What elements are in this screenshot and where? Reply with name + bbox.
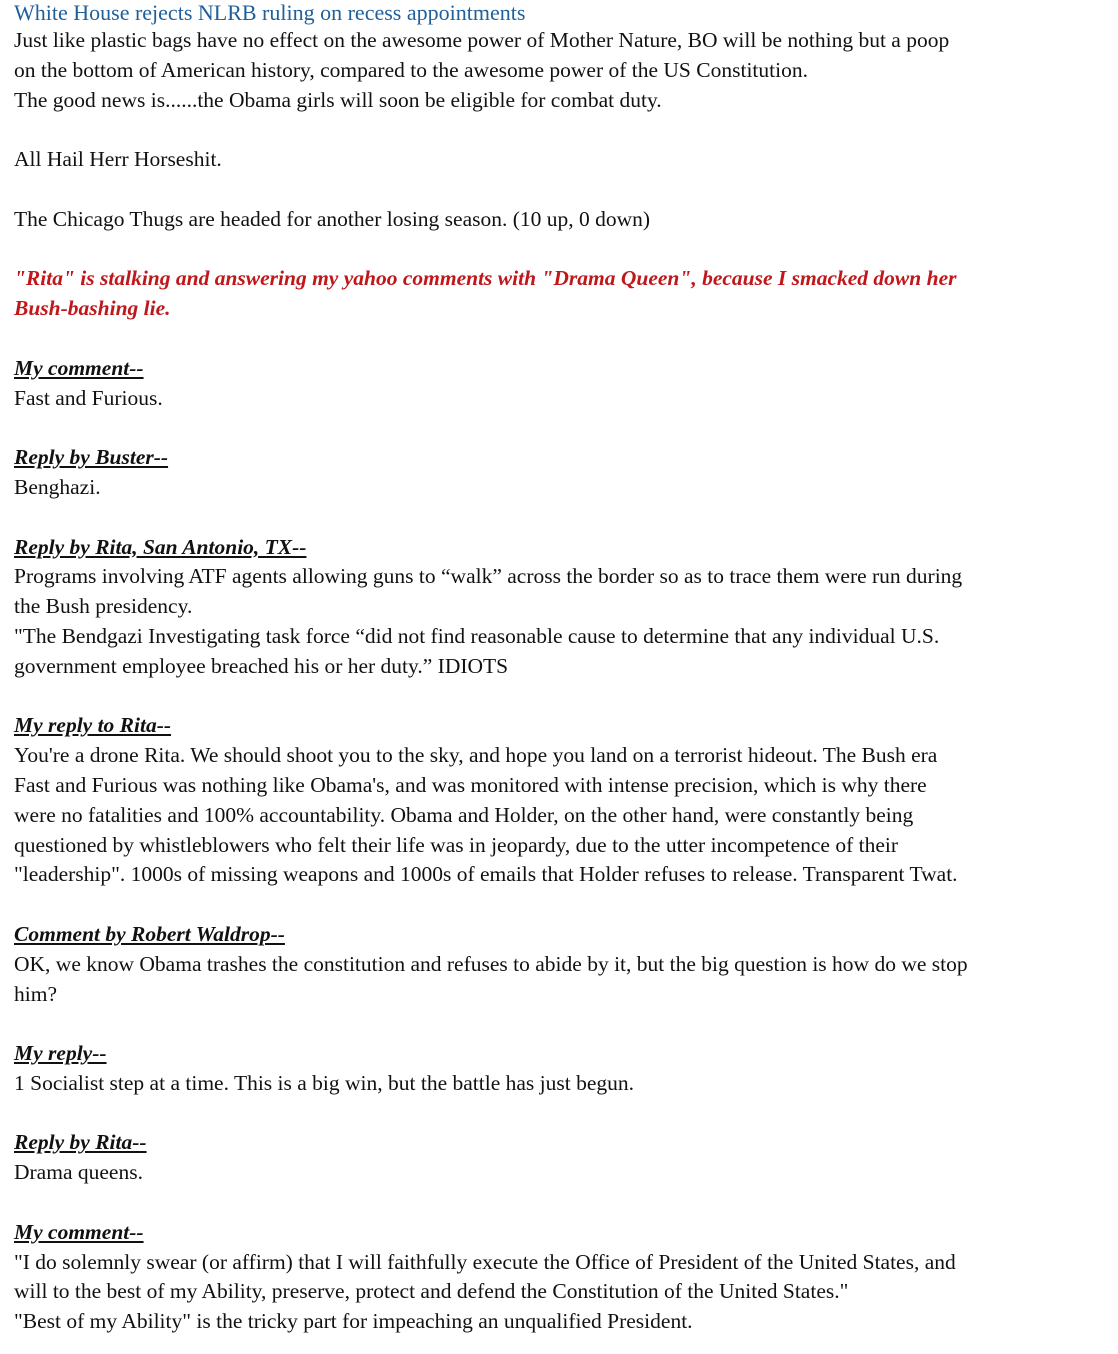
exchange-text-line: were no fatalities and 100% accountability. Obama and Holder, on the other hand, were constantly being: [14, 802, 914, 827]
spacer: [14, 413, 1104, 443]
exchange-text-line: OK, we know Obama trashes the constitution and refuses to abide by it, but the big question is how do we stop: [14, 951, 968, 976]
exchange-heading-row: [14, 533, 1104, 563]
exchange-text-line: Benghazi.: [14, 474, 101, 499]
exchange-heading-row: [14, 1128, 1104, 1158]
intro-line: Just like plastic bags have no effect on the awesome power of Mother Nature, BO will be nothing but a poop: [14, 28, 950, 52]
exchange-text-line: him?: [14, 981, 57, 1006]
exchange-text-line: Fast and Furious was nothing like Obama's, and was monitored with intense precision, which is why there: [14, 772, 927, 797]
thugs-line: The Chicago Thugs are headed for another losing season. (10 up, 0 down): [14, 206, 651, 231]
spacer: [14, 1188, 1104, 1218]
exchange-heading: Reply by Rita--: [14, 1130, 147, 1155]
exchange-text-line: "Best of my Ability" is the tricky part for impeaching an unqualified President.: [14, 1309, 693, 1334]
exchange-text-line: 1 Socialist step at a time. This is a big win, but the battle has just begun.: [14, 1070, 635, 1095]
spacer: [14, 682, 1104, 712]
intro-line: on the bottom of American history, compared to the awesome power of the US Constitution.: [14, 57, 808, 82]
exchange-block: [14, 1128, 1104, 1217]
spacer: [14, 324, 1104, 354]
exchange-list: [14, 354, 1104, 1337]
exchange-heading-row: [14, 354, 1104, 384]
exchange-heading: Reply by Rita, San Antonio, TX--: [14, 534, 307, 559]
spacer: [14, 890, 1104, 920]
exchange-text-line: Fast and Furious.: [14, 385, 163, 410]
exchange-heading: Comment by Robert Waldrop--: [14, 921, 285, 946]
exchange-block: [14, 443, 1104, 532]
exchange-heading: My reply--: [14, 1041, 107, 1066]
red-note-line: "Rita" is stalking and answering my yahoo comments with "Drama Queen", because I smacked down her: [14, 266, 957, 291]
exchange-text-line: will to the best of my Ability, preserve, protect and defend the Constitution of the United States.": [14, 1279, 849, 1304]
hail-line: All Hail Herr Horseshit.: [14, 147, 222, 172]
exchange-heading: My reply to Rita--: [14, 713, 172, 738]
exchange-block: [14, 354, 1104, 443]
exchange-text-line: questioned by whistleblowers who felt their life was in jeopardy, due to the utter incompetence of their: [14, 832, 899, 857]
exchange-heading-row: [14, 920, 1104, 950]
exchange-block: [14, 1218, 1104, 1337]
exchange-heading: Reply by Buster--: [14, 445, 169, 470]
exchange-text-line: "The Bendgazi Investigating task force “did not find reasonable cause to determine that any individual U.S.: [14, 623, 940, 648]
exchange-text-line: Programs involving ATF agents allowing guns to “walk” across the border so as to trace them were run during: [14, 564, 963, 589]
exchange-heading-row: [14, 1218, 1104, 1248]
exchange-block: [14, 711, 1104, 920]
exchange-heading-row: [14, 711, 1104, 741]
spacer: [14, 235, 1104, 265]
exchange-text-line: You're a drone Rita. We should shoot you to the sky, and hope you land on a terrorist hideout. The Bush era: [14, 743, 938, 768]
exchange-text-line: government employee breached his or her duty.” IDIOTS: [14, 653, 509, 678]
intro-line: The good news is......the Obama girls will soon be eligible for combat duty.: [14, 87, 662, 112]
exchange-text-line: "leadership". 1000s of missing weapons and 1000s of emails that Holder refuses to release. Transparent Twat.: [14, 862, 958, 887]
red-note-line: Bush-bashing lie.: [14, 296, 171, 321]
spacer: [14, 1009, 1104, 1039]
exchange-heading: My comment--: [14, 1219, 144, 1244]
headline-link[interactable]: White House rejects NLRB ruling on recess appointments: [14, 0, 526, 25]
exchange-text-line: Drama queens.: [14, 1160, 143, 1185]
spacer: [14, 1099, 1104, 1129]
exchange-text-line: "I do solemnly swear (or affirm) that I will faithfully execute the Office of President of the United States, and: [14, 1249, 956, 1274]
exchange-block: [14, 920, 1104, 1039]
exchange-block: [14, 533, 1104, 712]
spacer: [14, 175, 1104, 205]
spacer: [14, 503, 1104, 533]
exchange-text-line: the Bush presidency.: [14, 594, 193, 619]
red-note-block: [14, 264, 1104, 353]
exchange-heading: My comment--: [14, 355, 144, 380]
exchange-heading-row: [14, 1039, 1104, 1069]
exchange-block: [14, 1039, 1104, 1128]
intro-block: [14, 26, 1104, 264]
spacer: [14, 115, 1104, 145]
exchange-heading-row: [14, 443, 1104, 473]
